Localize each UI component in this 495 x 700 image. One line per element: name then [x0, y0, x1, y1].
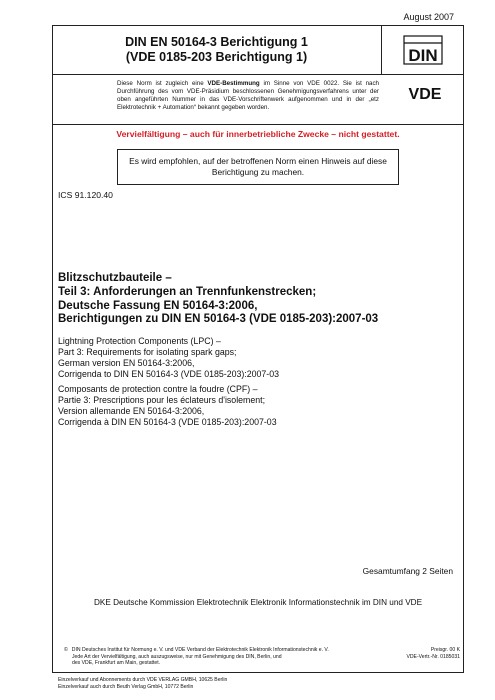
din-logo — [403, 35, 443, 65]
french-title-line: Version allemande EN 50164-3:2006, — [58, 406, 205, 416]
copyright-line: Jede Art der Vervielfältigung, auch auszugsweise, nur mit Genehmigung des DIN, Berlin, und — [72, 653, 282, 660]
copyright-notice — [64, 647, 329, 667]
vde-order-number: VDE-Vertr.-Nr. 0185031 — [406, 653, 460, 660]
french-title-line: Composants de protection contre la foudre (CPF) – — [58, 384, 258, 394]
publication-date: August 2007 — [403, 12, 454, 22]
vde-logo — [397, 84, 453, 102]
din-logo-box — [382, 25, 464, 75]
vde-logo-text: VDE — [408, 86, 442, 102]
english-title — [58, 336, 279, 380]
din-logo-text: DIN — [408, 46, 438, 65]
english-title-line: German version EN 50164-3:2006, — [58, 358, 195, 368]
sales-info — [58, 677, 227, 690]
price-info — [406, 647, 460, 660]
notice-part2: im Sinne von VDE 0022. Sie ist nach Durchführung des vom VDE-Präsidium beschlossenen Genehmigungsverfahrens unter der oben angeführten Nummer in das VDE-Vorschriftenwerk aufgenommen und in der „etz Elektrotechnik + Automation“ bekannt gegeben worden. — [117, 80, 379, 112]
french-title-line: Corrigenda à DIN EN 50164-3 (VDE 0185-203):2007-03 — [58, 417, 277, 427]
german-title-line: Berichtigungen zu DIN EN 50164-3 (VDE 0185-203):2007-03 — [58, 313, 379, 326]
document-title-box — [52, 25, 382, 75]
ics-code: ICS 91.120.40 — [58, 190, 113, 200]
header-separator — [52, 124, 464, 125]
german-title-line: Blitzschutzbauteile – — [58, 272, 172, 284]
copyright-symbol: © — [64, 647, 68, 653]
french-title — [58, 384, 277, 428]
document-title: DIN EN 50164-3 Berichtigung 1 — [125, 35, 308, 49]
advice-box: Es wird empfohlen, auf der betroffenen Norm einen Hinweis auf diese Berichtigung zu machen. — [117, 149, 399, 185]
french-title-line: Partie 3: Prescriptions pour les éclateurs d'isolement; — [58, 395, 266, 405]
english-title-line: Corrigenda to DIN EN 50164-3 (VDE 0185-203):2007-03 — [58, 369, 280, 379]
copyright-line: des VDE, Frankfurt am Main, gestattet. — [72, 660, 161, 666]
german-title-line: Deutsche Fassung EN 50164-3:2006, — [58, 299, 258, 312]
sales-line: Einzelverkauf auch durch Beuth Verlag GmbH, 10772 Berlin — [58, 683, 194, 690]
vde-notice — [117, 80, 379, 112]
document-vde-number: (VDE 0185-203 Berichtigung 1) — [125, 50, 308, 64]
copyright-line: DIN Deutsches Institut für Normung e. V. und VDE Verband der Elektrotechnik Elektronik Informationstechnik e. V. — [71, 647, 329, 653]
total-pages: Gesamtumfang 2 Seiten — [362, 566, 453, 576]
german-title-line: Teil 3: Anforderungen an Trennfunkenstrecken; — [58, 285, 317, 298]
dke-committee: DKE Deutsche Kommission Elektrotechnik Elektronik Informationstechnik im DIN und VDE — [93, 598, 423, 607]
price-group: Preisgr. 00 K — [430, 647, 460, 653]
sales-line: Einzelverkauf und Abonnements durch VDE VERLAG GMBH, 10625 Berlin — [58, 677, 228, 683]
german-title — [58, 272, 458, 327]
notice-bold: VDE-Bestimmung — [207, 80, 260, 87]
notice-part1: Diese Norm ist zugleich eine — [117, 80, 208, 87]
reproduction-warning: Vervielfältigung – auch für innerbetriebliche Zwecke – nicht gestattet. — [116, 129, 400, 139]
english-title-line: Lightning Protection Components (LPC) – — [58, 336, 221, 346]
english-title-line: Part 3: Requirements for isolating spark gaps; — [58, 347, 237, 357]
